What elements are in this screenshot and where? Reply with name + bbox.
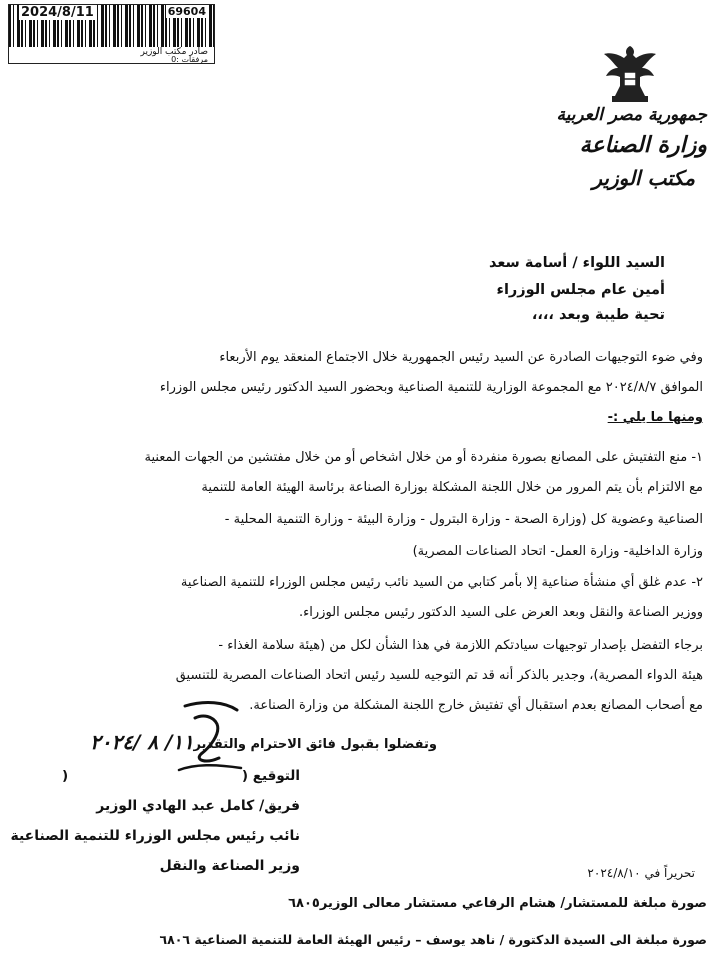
signatory-name: فريق/ كامل عبد الهادي الوزير — [96, 798, 300, 814]
closing-line: وتفضلوا بقبول فائق الاحترام والتقدير — [193, 737, 437, 752]
signatory-position-1: نائب رئيس مجلس الوزراء للتنمية الصناعية — [10, 828, 300, 844]
item1-line-3: الصناعية وعضوية كل (وزارة الصحة - وزارة البترول - وزارة البيئة - وزارة التنمية المحلية - — [224, 512, 703, 527]
signature-scribble-icon — [175, 698, 245, 776]
stamp-attachments: مرفقات :0 — [171, 55, 208, 64]
ministry-header: وزارة الصناعة — [579, 132, 707, 158]
intro-line-1: وفي ضوء التوجيهات الصادرة عن السيد رئيس الجمهورية خلال الاجتماع المنعقد يوم الأربعاء — [219, 350, 703, 365]
signatory-position-2: وزير الصناعة والنقل — [159, 858, 300, 874]
copy-line-1: صورة مبلغة للمستشار/ هشام الرفاعي مستشار معالى الوزير٦٨٠٥ — [288, 896, 707, 911]
signature-label-close: ) — [62, 768, 69, 784]
country-header: جمهورية مصر العربية — [556, 105, 707, 125]
item2-line-1: ٢- عدم غلق أي منشأة صناعية إلا بأمر كتابي من السيد نائب رئيس مجلس الوزراء للتنمية الصناعية — [180, 575, 703, 590]
intro-line-2: الموافق ٢٠٢٤/٨/٧ مع المجموعة الوزارية للتنمية الصناعية وبحضور السيد الدكتور رئيس مجلس الوزراء — [159, 380, 703, 395]
item1-line-1: ١- منع التفتيش على المصانع بصورة منفردة أو من خلال اشخاص أو من خلال مفتشين من الجهات المعنية — [144, 450, 703, 465]
item1-line-2: مع الالتزام بأن يتم المرور من خلال اللجنة المشكلة بوزارة الصناعة برئاسة الهيئة العامة للتنمية — [201, 480, 703, 495]
written-date: تحريراً في ٢٠٢٤/٨/١٠ — [587, 866, 695, 880]
request-line-2: هيئة الدواء المصرية)، وجدير بالذكر أنه قد تم التوجيه للسيد رئيس اتحاد الصناعات المصرية للتنسيق — [175, 668, 703, 683]
stamp-number: 69604 — [167, 5, 206, 18]
eagle-emblem-icon — [600, 42, 660, 104]
stamp-date: 2024/8/11 — [21, 5, 94, 20]
addressee-title: أمين عام مجلس الوزراء — [496, 282, 665, 298]
handwritten-date: ١١/ ٨ /٢٠٢٤ — [90, 730, 194, 754]
addressee-name: السيد اللواء / أسامة سعد — [488, 255, 665, 271]
office-header: مكتب الوزير — [592, 166, 695, 190]
greeting: تحية طيبة وبعد ،،،، — [531, 307, 665, 323]
request-line-3: مع أصحاب المصانع بعدم استقبال أي تفتيش خارج اللجنة المشكلة من وزارة الصناعة. — [249, 698, 703, 713]
signature-label: التوقيع ( — [241, 768, 300, 784]
incoming-stamp — [8, 4, 215, 64]
item2-line-2: ووزير الصناعة والنقل وبعد العرض على السيد الدكتور رئيس مجلس الوزراء. — [299, 605, 703, 620]
stamp-source: صادر مكتب الوزير — [140, 47, 208, 57]
item1-line-4: وزارة الداخلية- وزارة العمل- اتحاد الصناعات المصرية) — [412, 544, 703, 559]
request-line-1: برجاء التفضل بإصدار توجيهات سيادتكم اللازمة في هذا الشأن لكل من (هيئة سلامة الغذاء - — [218, 638, 703, 653]
intro-end: ومنها ما يلي :- — [607, 410, 703, 425]
copy-line-2: صورة مبلغة الى السيدة الدكتورة / ناهد يوسف – رئيس الهيئة العامة للتنمية الصناعية ٦٨٠٦ — [159, 932, 707, 947]
